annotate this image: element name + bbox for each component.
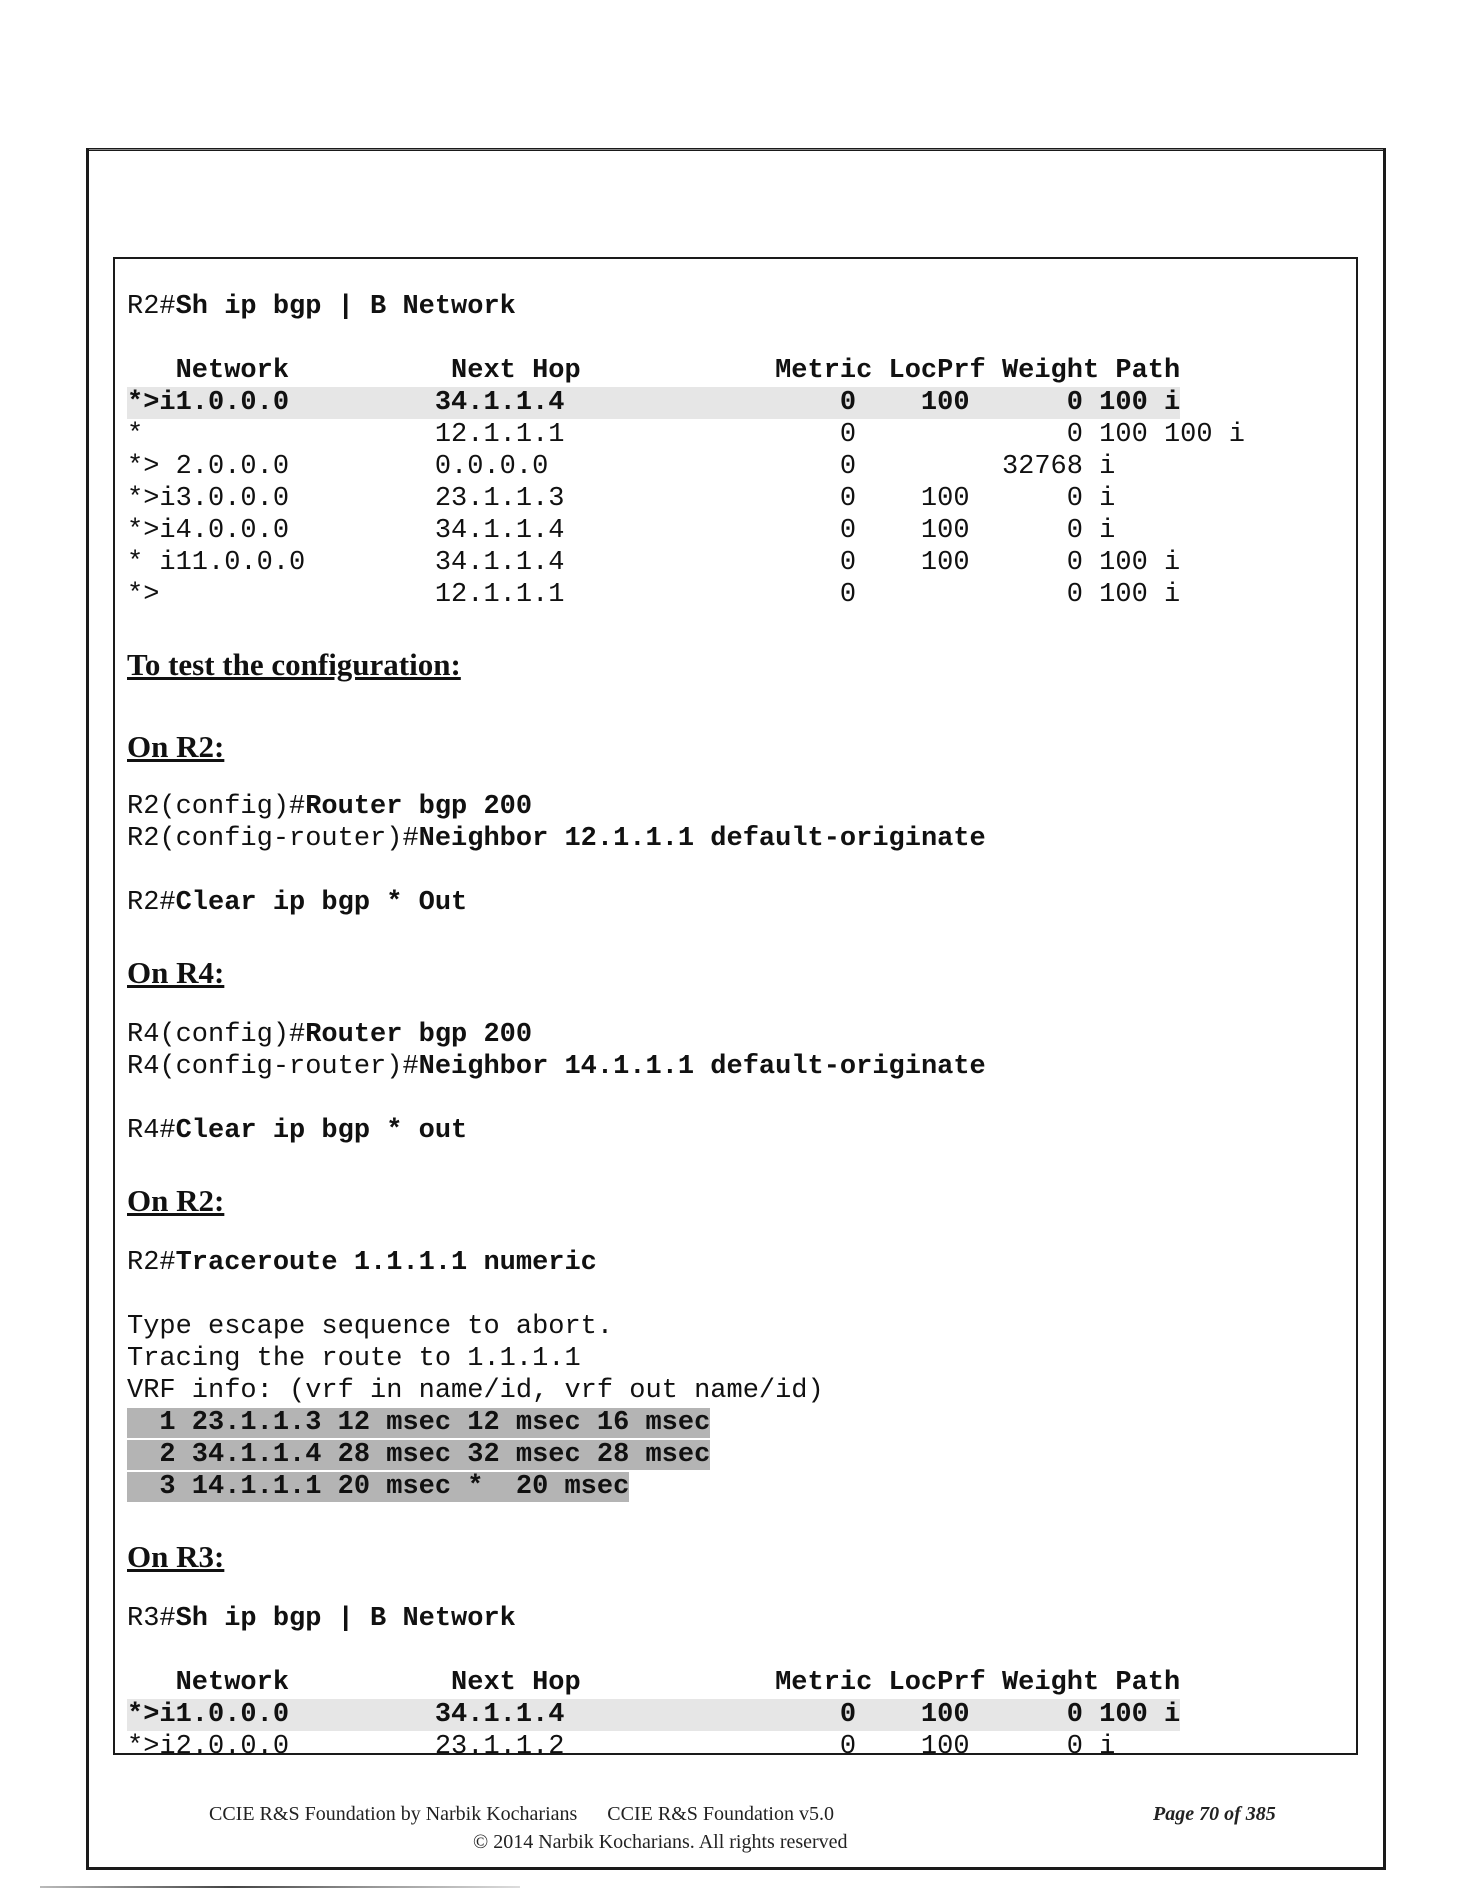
config-line: R2#Clear ip bgp * Out xyxy=(127,888,468,918)
command-line: R3#Sh ip bgp | B Network xyxy=(127,1604,516,1634)
heading-on-r4: On R4: xyxy=(127,955,225,990)
trace-hop: 3 14.1.1.1 20 msec * 20 msec xyxy=(127,1472,630,1502)
heading-on-r2: On R2: xyxy=(127,729,225,764)
heading-on-r2: On R2: xyxy=(127,1183,225,1218)
trace-output-line: Type escape sequence to abort. xyxy=(127,1312,614,1342)
config-line: R2(config-router)#Neighbor 12.1.1.1 default-originate xyxy=(127,824,986,854)
trace-hop: 1 23.1.1.3 12 msec 12 msec 16 msec xyxy=(127,1408,711,1438)
bgp-row: *>i3.0.0.0 23.1.1.3 0 100 0 i xyxy=(127,484,1116,514)
bgp-row-best: *>i1.0.0.0 34.1.1.4 0 100 0 100 i xyxy=(127,1700,1181,1730)
bgp-table-header: Network Next Hop Metric LocPrf Weight Path xyxy=(127,356,1181,386)
content-box xyxy=(113,257,1358,1755)
trace-hop: 2 34.1.1.4 28 msec 32 msec 28 msec xyxy=(127,1440,711,1470)
command-line: R2#Sh ip bgp | B Network xyxy=(127,292,516,322)
bgp-row-best: *>i1.0.0.0 34.1.1.4 0 100 0 100 i xyxy=(127,388,1181,418)
bgp-row: *>i4.0.0.0 34.1.1.4 0 100 0 i xyxy=(127,516,1116,546)
heading-on-r3: On R3: xyxy=(127,1539,225,1574)
bgp-row: *> 12.1.1.1 0 0 100 i xyxy=(127,580,1181,610)
section-heading-test: To test the configuration: xyxy=(127,647,461,682)
config-line: R2(config)#Router bgp 200 xyxy=(127,792,533,822)
command-line: R2#Traceroute 1.1.1.1 numeric xyxy=(127,1248,597,1278)
scan-artifact xyxy=(40,1886,520,1888)
trace-output-line: Tracing the route to 1.1.1.1 xyxy=(127,1344,581,1374)
config-line: R4(config)#Router bgp 200 xyxy=(127,1020,533,1050)
footer-title: CCIE R&S Foundation by Narbik Kocharians CCIE R&S Foundation v5.0 xyxy=(209,1803,834,1825)
bgp-table-header: Network Next Hop Metric LocPrf Weight Path xyxy=(127,1668,1181,1698)
bgp-row: *>i2.0.0.0 23.1.1.2 0 100 0 i xyxy=(127,1732,1116,1755)
trace-output-line: VRF info: (vrf in name/id, vrf out name/id) xyxy=(127,1376,824,1406)
config-line: R4(config-router)#Neighbor 14.1.1.1 default-originate xyxy=(127,1052,986,1082)
bgp-row: * 12.1.1.1 0 0 100 100 i xyxy=(127,420,1245,450)
bgp-row: *> 2.0.0.0 0.0.0.0 0 32768 i xyxy=(127,452,1116,482)
page-number: Page 70 of 385 xyxy=(1153,1803,1276,1825)
config-line: R4#Clear ip bgp * out xyxy=(127,1116,468,1146)
bgp-row: * i11.0.0.0 34.1.1.4 0 100 0 100 i xyxy=(127,548,1181,578)
footer-copyright: © 2014 Narbik Kocharians. All rights reserved xyxy=(473,1831,848,1853)
